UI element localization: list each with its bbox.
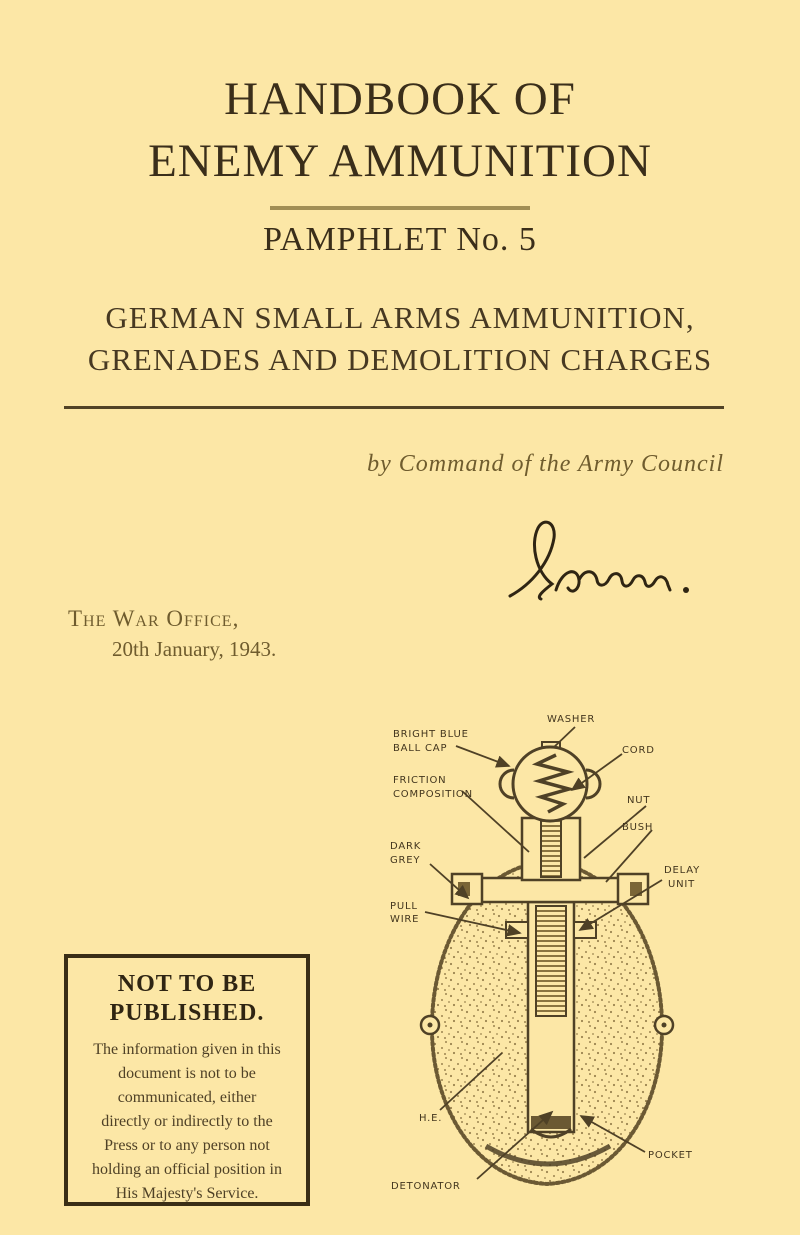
label-friction-1: FRICTION (393, 775, 447, 786)
imprint-office: The War Office, (68, 606, 240, 631)
left-lug-pin (428, 1023, 433, 1028)
signature-scrawl (556, 572, 670, 591)
notice-body-line: document is not to be (118, 1065, 256, 1082)
title-line-1: HANDBOOK OF (224, 73, 576, 125)
signature-period (683, 587, 689, 593)
label-dark-grey-1: DARK (390, 841, 422, 852)
notice-body-line: Press or to any person not (104, 1137, 270, 1154)
pamphlet-number: PAMPHLET No. 5 (263, 221, 537, 258)
notice-body-line: communicated, either (117, 1089, 257, 1106)
subtitle-divider-rule (64, 406, 724, 409)
grenade-diagram (380, 698, 770, 1208)
label-bush: BUSH (622, 822, 654, 833)
leader-ball-cap (456, 746, 509, 766)
label-pull-1: PULL (390, 901, 418, 912)
label-friction-2: COMPOSITION (393, 789, 473, 800)
label-delay-1: DELAY (664, 865, 700, 876)
notice-body-line: directly or indirectly to the (101, 1113, 273, 1130)
label-ball-cap-1: BRIGHT BLUE (393, 729, 469, 740)
notice-heading-line-2: PUBLISHED. (109, 1000, 265, 1026)
threaded-rod (541, 815, 561, 877)
label-he: H.E. (419, 1113, 443, 1124)
right-guide-block (574, 922, 596, 938)
notice-body-line: holding an official position in (92, 1161, 282, 1178)
title-divider-rule (270, 206, 530, 210)
security-notice-box (64, 954, 310, 1206)
label-ball-cap-2: BALL CAP (393, 743, 448, 754)
notice-body-line: His Majesty's Service. (115, 1185, 259, 1202)
label-dark-grey-2: GREY (390, 855, 421, 866)
label-detonator: DETONATOR (391, 1181, 461, 1192)
right-lug-pin (662, 1023, 667, 1028)
label-cord: CORD (622, 745, 655, 756)
detonator-part (531, 1116, 571, 1129)
label-nut: NUT (627, 795, 651, 806)
label-pocket: POCKET (648, 1150, 693, 1161)
byline: by Command of the Army Council (367, 451, 724, 477)
signature-loop (510, 522, 554, 599)
signature (480, 508, 700, 608)
label-washer: WASHER (547, 714, 596, 725)
subtitle-line-1: GERMAN SMALL ARMS AMMUNITION, (105, 300, 695, 335)
notice-body-line: The information given in this (93, 1041, 281, 1058)
leader-washer (553, 727, 575, 748)
label-pull-2: WIRE (390, 914, 420, 925)
delay-unit-part (536, 906, 566, 1016)
label-delay-2: UNIT (668, 879, 696, 890)
imprint-date: 20th January, 1943. (112, 637, 277, 661)
subtitle-line-2: GRENADES AND DEMOLITION CHARGES (87, 342, 713, 377)
notice-heading (68, 970, 306, 1028)
title-line-2: ENEMY AMMUNITION (148, 135, 652, 187)
notice-heading-line-1: NOT TO BE (117, 971, 257, 997)
notice-body (68, 1038, 306, 1206)
